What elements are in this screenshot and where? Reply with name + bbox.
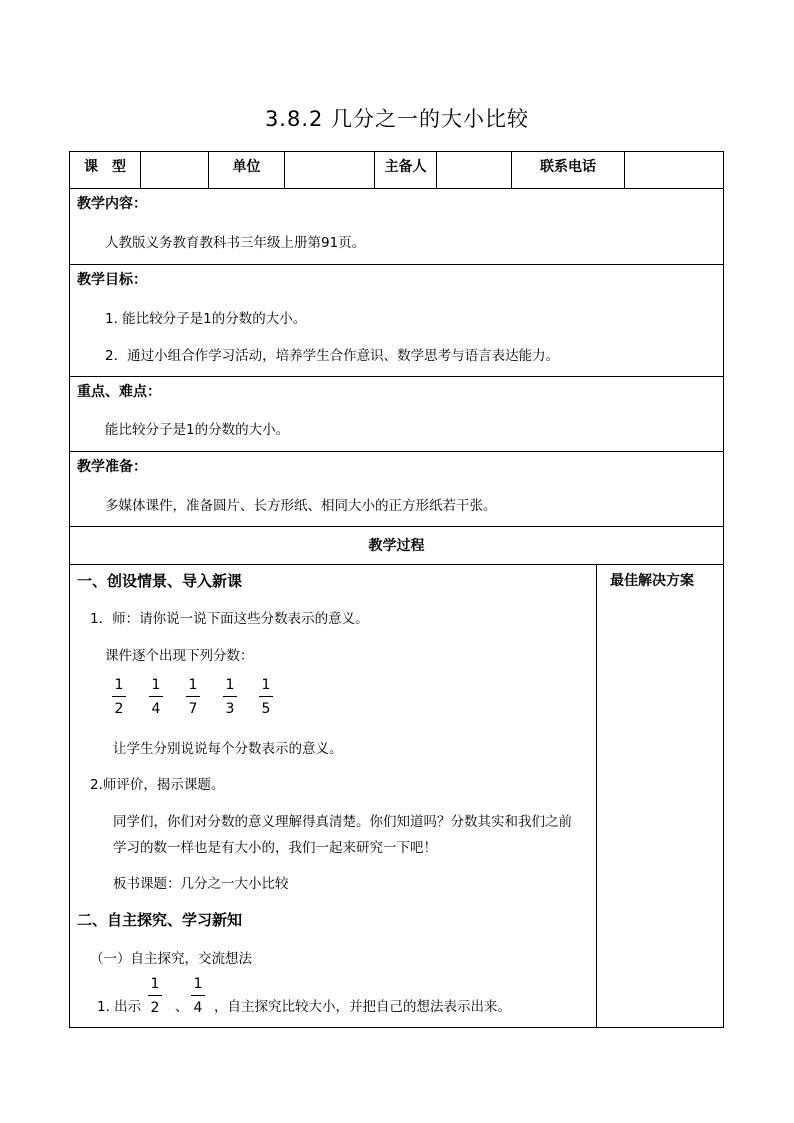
fraction-bar — [191, 995, 205, 996]
fraction-bar — [186, 696, 200, 697]
side-heading: 最佳解决方案 — [610, 573, 694, 589]
fraction-denominator: 2 — [150, 1000, 160, 1016]
s2-separator: 、 — [175, 999, 189, 1015]
header-row — [70, 152, 723, 189]
process-main-column — [70, 565, 597, 1027]
key-points-label: 重点、难点： — [77, 384, 161, 400]
fraction-denominator: 3 — [225, 701, 235, 717]
s1-line: 1．师：请你说一说下面这些分数表示的意义。 — [90, 611, 369, 627]
fraction — [149, 678, 163, 716]
fraction-bar — [148, 995, 162, 996]
fraction — [148, 977, 162, 1015]
s2-line-prefix: 1. 出示 — [97, 999, 142, 1015]
unit-value[interactable] — [285, 152, 375, 188]
fraction — [112, 678, 126, 716]
fraction-bar — [112, 696, 126, 697]
key-points-section — [70, 377, 723, 452]
fraction-numerator: 1 — [193, 976, 203, 992]
fraction-denominator: 4 — [151, 701, 161, 717]
fraction-bar — [223, 696, 237, 697]
fraction-denominator: 5 — [261, 701, 271, 717]
fraction-numerator: 1 — [150, 976, 160, 992]
prep-label: 教学准备： — [77, 459, 147, 475]
fraction-bar — [259, 696, 273, 697]
content-text: 人教版义务教育教科书三年级上册第91页。 — [105, 235, 366, 251]
preparer-value[interactable] — [437, 152, 512, 188]
content-label: 教学内容： — [77, 196, 147, 212]
s1-line: 课件逐个出现下列分数： — [105, 648, 254, 664]
course-type-value[interactable] — [141, 152, 209, 188]
s1-board-title: 板书课题：几分之一大小比较 — [113, 876, 289, 892]
s1-paragraph: 学习的数一样也是有大小的，我们一起来研究一下吧！ — [113, 840, 437, 856]
section2-title: 二、自主探究、学习新知 — [77, 911, 243, 929]
prep-text: 多媒体课件，准备圆片、长方形纸、相同大小的正方形纸若干张。 — [105, 498, 497, 514]
s2-subheading: （一）自主探究，交流想法 — [90, 951, 252, 967]
fraction — [191, 977, 205, 1015]
course-type-label: 课 型 — [70, 152, 141, 188]
fraction-denominator: 7 — [188, 701, 198, 717]
s1-paragraph: 同学们，你们对分数的意义理解得真清楚。你们知道吗？分数其实和我们之前 — [113, 814, 572, 830]
process-heading: 教学过程 — [70, 527, 723, 565]
s1-line: 2.师评价，揭示课题。 — [90, 777, 225, 793]
preparer-label: 主备人 — [375, 152, 437, 188]
section1-title: 一、创设情景、导入新课 — [77, 572, 243, 590]
fraction-numerator: 1 — [114, 677, 124, 693]
phone-label: 联系电话 — [512, 152, 625, 188]
key-points-text: 能比较分子是1的分数的大小。 — [105, 422, 290, 438]
content-section — [70, 189, 723, 265]
fraction-numerator: 1 — [188, 677, 198, 693]
fraction-bar — [149, 696, 163, 697]
fraction-denominator: 2 — [114, 701, 124, 717]
page-title: 3.8.2 几分之一的大小比较 — [264, 107, 530, 131]
goal-item: 1. 能比较分子是1的分数的大小。 — [105, 311, 307, 327]
phone-value[interactable] — [625, 152, 723, 188]
goals-section — [70, 265, 723, 377]
fraction — [259, 678, 273, 716]
lesson-plan-table — [69, 151, 724, 1028]
s1-line: 让学生分别说说每个分数表示的意义。 — [113, 741, 343, 757]
fraction-denominator: 4 — [193, 1000, 203, 1016]
goal-item: 2．通过小组合作学习活动，培养学生合作意识、数学思考与语言表达能力。 — [105, 348, 560, 364]
fraction — [223, 678, 237, 716]
process-side-column — [597, 565, 723, 1027]
fraction-numerator: 1 — [151, 677, 161, 693]
process-body — [70, 565, 723, 1027]
fraction-numerator: 1 — [225, 677, 235, 693]
goals-label: 教学目标： — [77, 272, 147, 288]
s2-line-suffix: ，自主探究比较大小，并把自己的想法表示出来。 — [214, 999, 511, 1015]
prep-section — [70, 452, 723, 527]
unit-label: 单位 — [209, 152, 285, 188]
fraction-numerator: 1 — [261, 677, 271, 693]
fraction — [186, 678, 200, 716]
